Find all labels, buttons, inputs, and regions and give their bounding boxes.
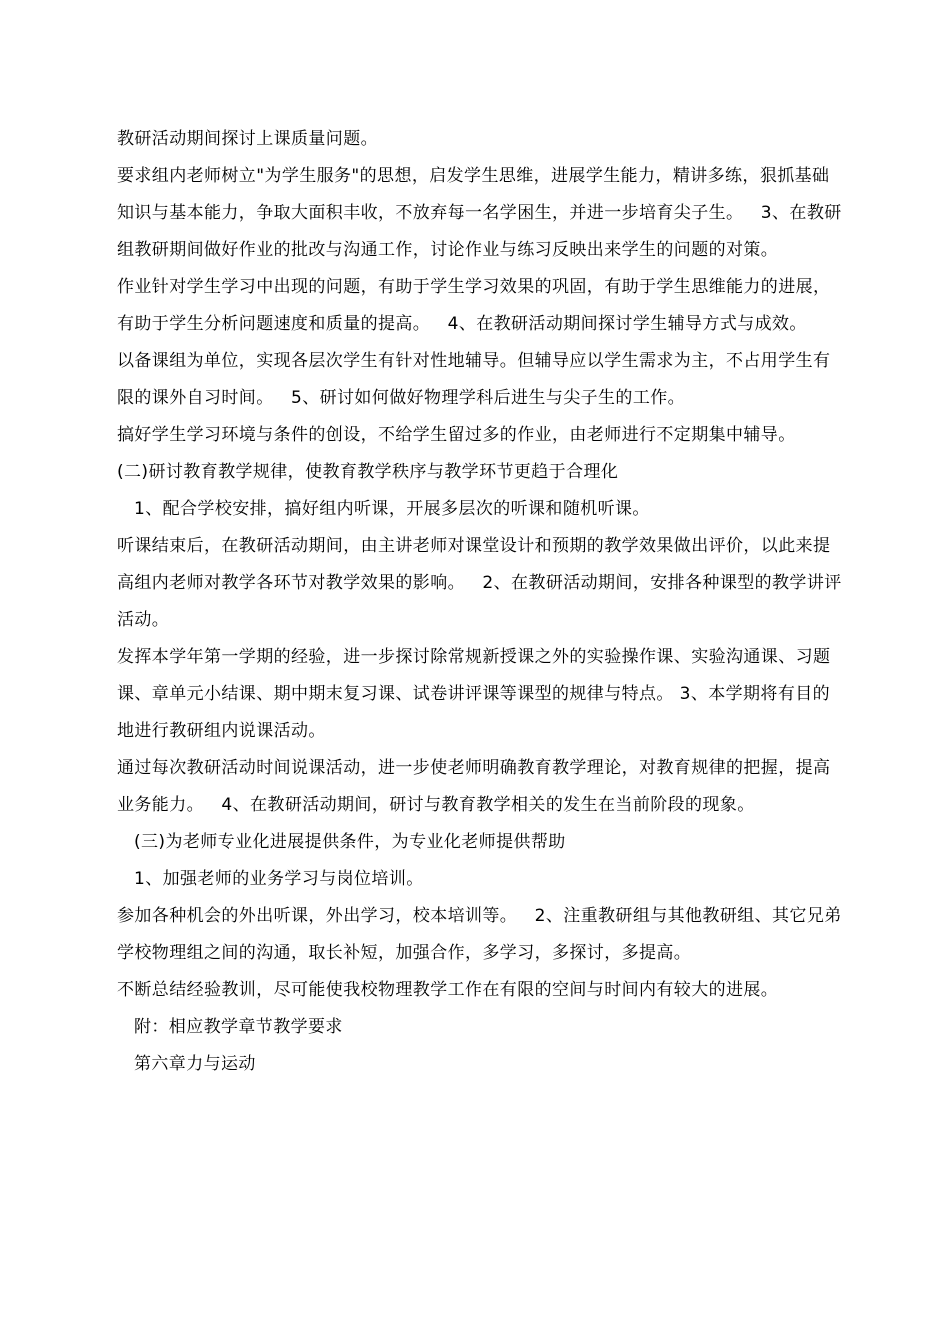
paragraph-tutoring: 以备课组为单位，实现各层次学生有针对性地辅导。但辅导应以学生需求为主，不占用学生有限的课外自习时间。 5、研讨如何做好物理学科后进生与尖子生的工作。 (117, 351, 831, 408)
paragraph-lesson-observation: 1、配合学校安排，搞好组内听课，开展多层次的听课和随机听课。 (134, 499, 650, 519)
paragraph-course-types: 发挥本学年第一学期的经验，进一步探讨除常规新授课之外的实验操作课、实验沟通课、习题课、章单元小结课、期中期末复习课、试卷讲评课等课型的规律与特点。 3、本学期将有目的地进行教研组内说课活动。 (117, 647, 831, 741)
paragraph-homework-feedback: 作业针对学生学习中出现的问题，有助于学生学习效果的巩固，有助于学生思维能力的进展，有助于学生分析问题速度和质量的提高。 4、在教研活动期间探讨学生辅导方式与成效。 (117, 277, 831, 334)
chapter-heading: 第六章力与运动 (134, 1054, 256, 1074)
paragraph-serve-students: 要求组内老师树立"为学生服务"的思想，启发学生思维，进展学生能力，精讲多练，狠抓基础知识与基本能力，争取大面积丰收，不放弃每一名学困生，并进一步培育尖子生。 3、在教研组教研期间做好作业的批改与沟通工作，讨论作业与练习反映出来学生的问题的对策。 (117, 166, 842, 260)
paragraph-training: 1、加强老师的业务学习与岗位培训。 (134, 869, 424, 889)
document-body (117, 121, 842, 1083)
paragraph-summarize-experience: 不断总结经验教训，尽可能使我校物理教学工作在有限的空间与时间内有较大的进展。 (117, 980, 779, 1000)
paragraph-external-learning: 参加各种机会的外出听课，外出学习，校本培训等。 2、注重教研组与其他教研组、其它兄弟学校物理组之间的沟通，取长补短，加强合作，多学习，多探讨，多提高。 (117, 906, 842, 963)
paragraph-learning-environment: 搞好学生学习环境与条件的创设，不给学生留过多的作业，由老师进行不定期集中辅导。 (二)研讨教育教学规律，使教育教学秩序与教学环节更趋于合理化 (117, 425, 814, 482)
paragraph-lesson-talks: 通过每次教研活动时间说课活动，进一步使老师明确教育教学理论，对教育规律的把握，提高业务能力。 4、在教研活动期间，研讨与教育教学相关的发生在当前阶段的现象。 (117, 758, 831, 815)
appendix-heading: 附：相应教学章节教学要求 (134, 1017, 343, 1037)
paragraph-discuss-quality: 教研活动期间探讨上课质量问题。 (117, 129, 378, 149)
paragraph-lesson-evaluation: 听课结束后，在教研活动期间，由主讲老师对课堂设计和预期的教学效果做出评价，以此来提高组内老师对教学各环节对教学效果的影响。 2、在教研活动期间，安排各种课型的教学讲评活动。 (117, 536, 842, 630)
section-heading-professional-development: (三)为老师专业化进展提供条件，为专业化老师提供帮助 (134, 832, 566, 852)
